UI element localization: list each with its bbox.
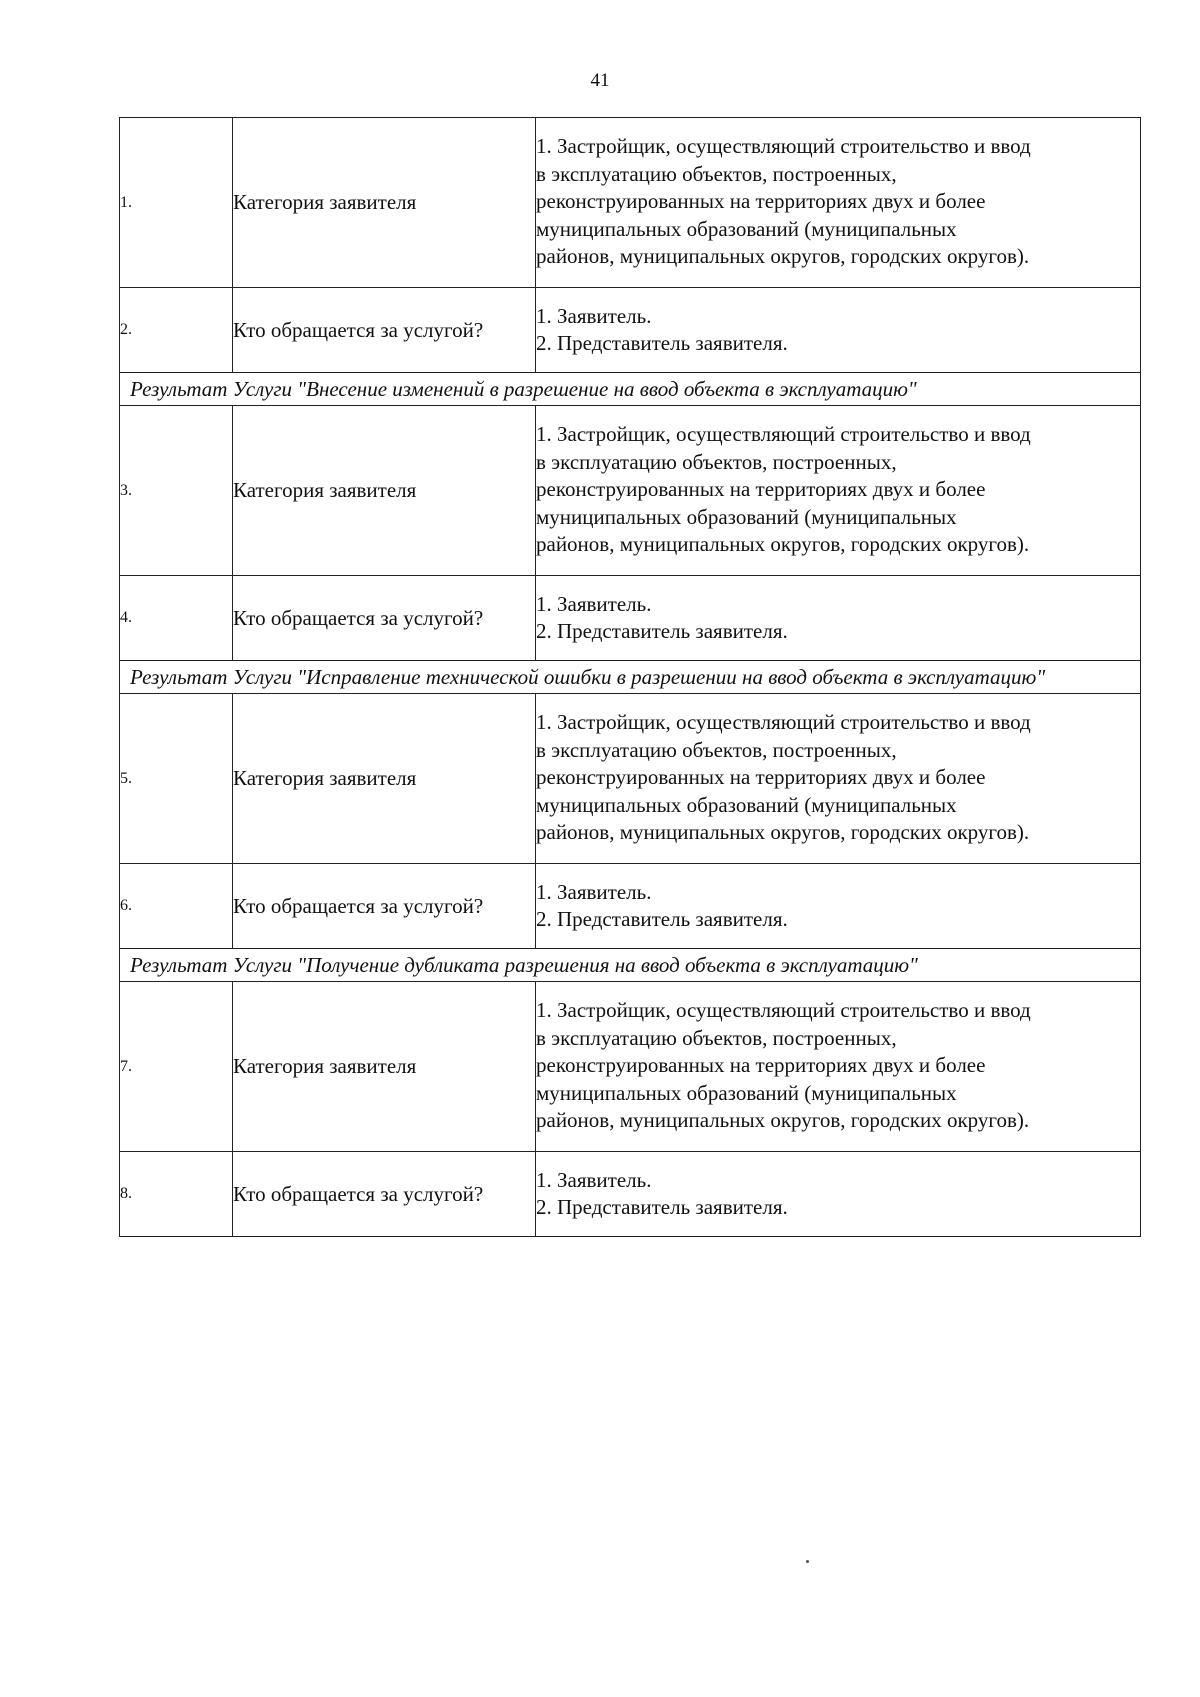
row-label: Кто обращается за услугой? bbox=[233, 864, 536, 949]
row-value bbox=[536, 1152, 1141, 1237]
value-line: районов, муниципальных округов, городских округов). bbox=[536, 244, 1030, 269]
value-line: 1. Застройщик, осуществляющий строительство и ввод bbox=[536, 710, 1031, 735]
table-row bbox=[120, 982, 1141, 1152]
value-line: районов, муниципальных округов, городских округов). bbox=[536, 1108, 1030, 1133]
value-line: реконструированных на территориях двух и более bbox=[536, 765, 986, 790]
section-header-row bbox=[120, 661, 1141, 694]
value-line: в эксплуатацию объектов, построенных, bbox=[536, 737, 897, 762]
row-number: 7. bbox=[120, 982, 233, 1152]
row-number: 1. bbox=[120, 118, 233, 288]
value-line: 1. Заявитель. bbox=[536, 303, 652, 328]
table-row bbox=[120, 864, 1141, 949]
row-number: 6. bbox=[120, 864, 233, 949]
table-row bbox=[120, 1152, 1141, 1237]
value-line: муниципальных образований (муниципальных bbox=[536, 504, 957, 529]
table-row bbox=[120, 118, 1141, 288]
value-line: 2. Представитель заявителя. bbox=[536, 907, 788, 931]
row-number: 8. bbox=[120, 1152, 233, 1237]
row-number: 4. bbox=[120, 576, 233, 661]
row-value bbox=[536, 864, 1141, 949]
row-value bbox=[536, 118, 1141, 288]
row-value bbox=[536, 576, 1141, 661]
row-number: 3. bbox=[120, 406, 233, 576]
value-line: в эксплуатацию объектов, построенных, bbox=[536, 449, 897, 474]
row-value bbox=[536, 288, 1141, 373]
scan-dot-mark bbox=[806, 1560, 809, 1563]
table-row bbox=[120, 576, 1141, 661]
row-value bbox=[536, 982, 1141, 1152]
value-line: 1. Застройщик, осуществляющий строительство и ввод bbox=[536, 422, 1031, 447]
table-row bbox=[120, 288, 1141, 373]
value-line: 1. Застройщик, осуществляющий строительство и ввод bbox=[536, 998, 1031, 1023]
value-line: 1. Застройщик, осуществляющий строительство и ввод bbox=[536, 134, 1031, 159]
row-number: 2. bbox=[120, 288, 233, 373]
row-number: 5. bbox=[120, 694, 233, 864]
value-line: 1. Заявитель. bbox=[536, 1167, 652, 1192]
value-line: муниципальных образований (муниципальных bbox=[536, 792, 957, 817]
page-number: 41 bbox=[590, 70, 610, 91]
row-label: Категория заявителя bbox=[233, 118, 536, 288]
value-line: в эксплуатацию объектов, построенных, bbox=[536, 161, 897, 186]
row-label: Категория заявителя bbox=[233, 982, 536, 1152]
section-title: Результат Услуги "Внесение изменений в разрешение на ввод объекта в эксплуатацию" bbox=[120, 373, 1141, 406]
table-row bbox=[120, 406, 1141, 576]
value-line: 2. Представитель заявителя. bbox=[536, 331, 788, 355]
table-row bbox=[120, 694, 1141, 864]
value-line: районов, муниципальных округов, городских округов). bbox=[536, 820, 1030, 845]
value-line: районов, муниципальных округов, городских округов). bbox=[536, 532, 1030, 557]
section-header-row bbox=[120, 373, 1141, 406]
row-label: Категория заявителя bbox=[233, 694, 536, 864]
applicant-table-body bbox=[120, 118, 1141, 1237]
value-line: реконструированных на территориях двух и более bbox=[536, 189, 986, 214]
value-line: 2. Представитель заявителя. bbox=[536, 1195, 788, 1219]
value-line: муниципальных образований (муниципальных bbox=[536, 216, 957, 241]
row-label: Кто обращается за услугой? bbox=[233, 1152, 536, 1237]
value-line: 2. Представитель заявителя. bbox=[536, 619, 788, 643]
row-value bbox=[536, 406, 1141, 576]
row-label: Категория заявителя bbox=[233, 406, 536, 576]
row-label: Кто обращается за услугой? bbox=[233, 576, 536, 661]
row-value bbox=[536, 694, 1141, 864]
section-title: Результат Услуги "Получение дубликата разрешения на ввод объекта в эксплуатацию" bbox=[120, 949, 1141, 982]
row-label: Кто обращается за услугой? bbox=[233, 288, 536, 373]
value-line: реконструированных на территориях двух и более bbox=[536, 1053, 986, 1078]
section-header-row bbox=[120, 949, 1141, 982]
value-line: 1. Заявитель. bbox=[536, 879, 652, 904]
value-line: реконструированных на территориях двух и более bbox=[536, 477, 986, 502]
value-line: муниципальных образований (муниципальных bbox=[536, 1080, 957, 1105]
applicant-table bbox=[119, 117, 1141, 1237]
value-line: 1. Заявитель. bbox=[536, 591, 652, 616]
value-line: в эксплуатацию объектов, построенных, bbox=[536, 1025, 897, 1050]
section-title: Результат Услуги "Исправление технической ошибки в разрешении на ввод объекта в эксплуатацию" bbox=[120, 661, 1141, 694]
